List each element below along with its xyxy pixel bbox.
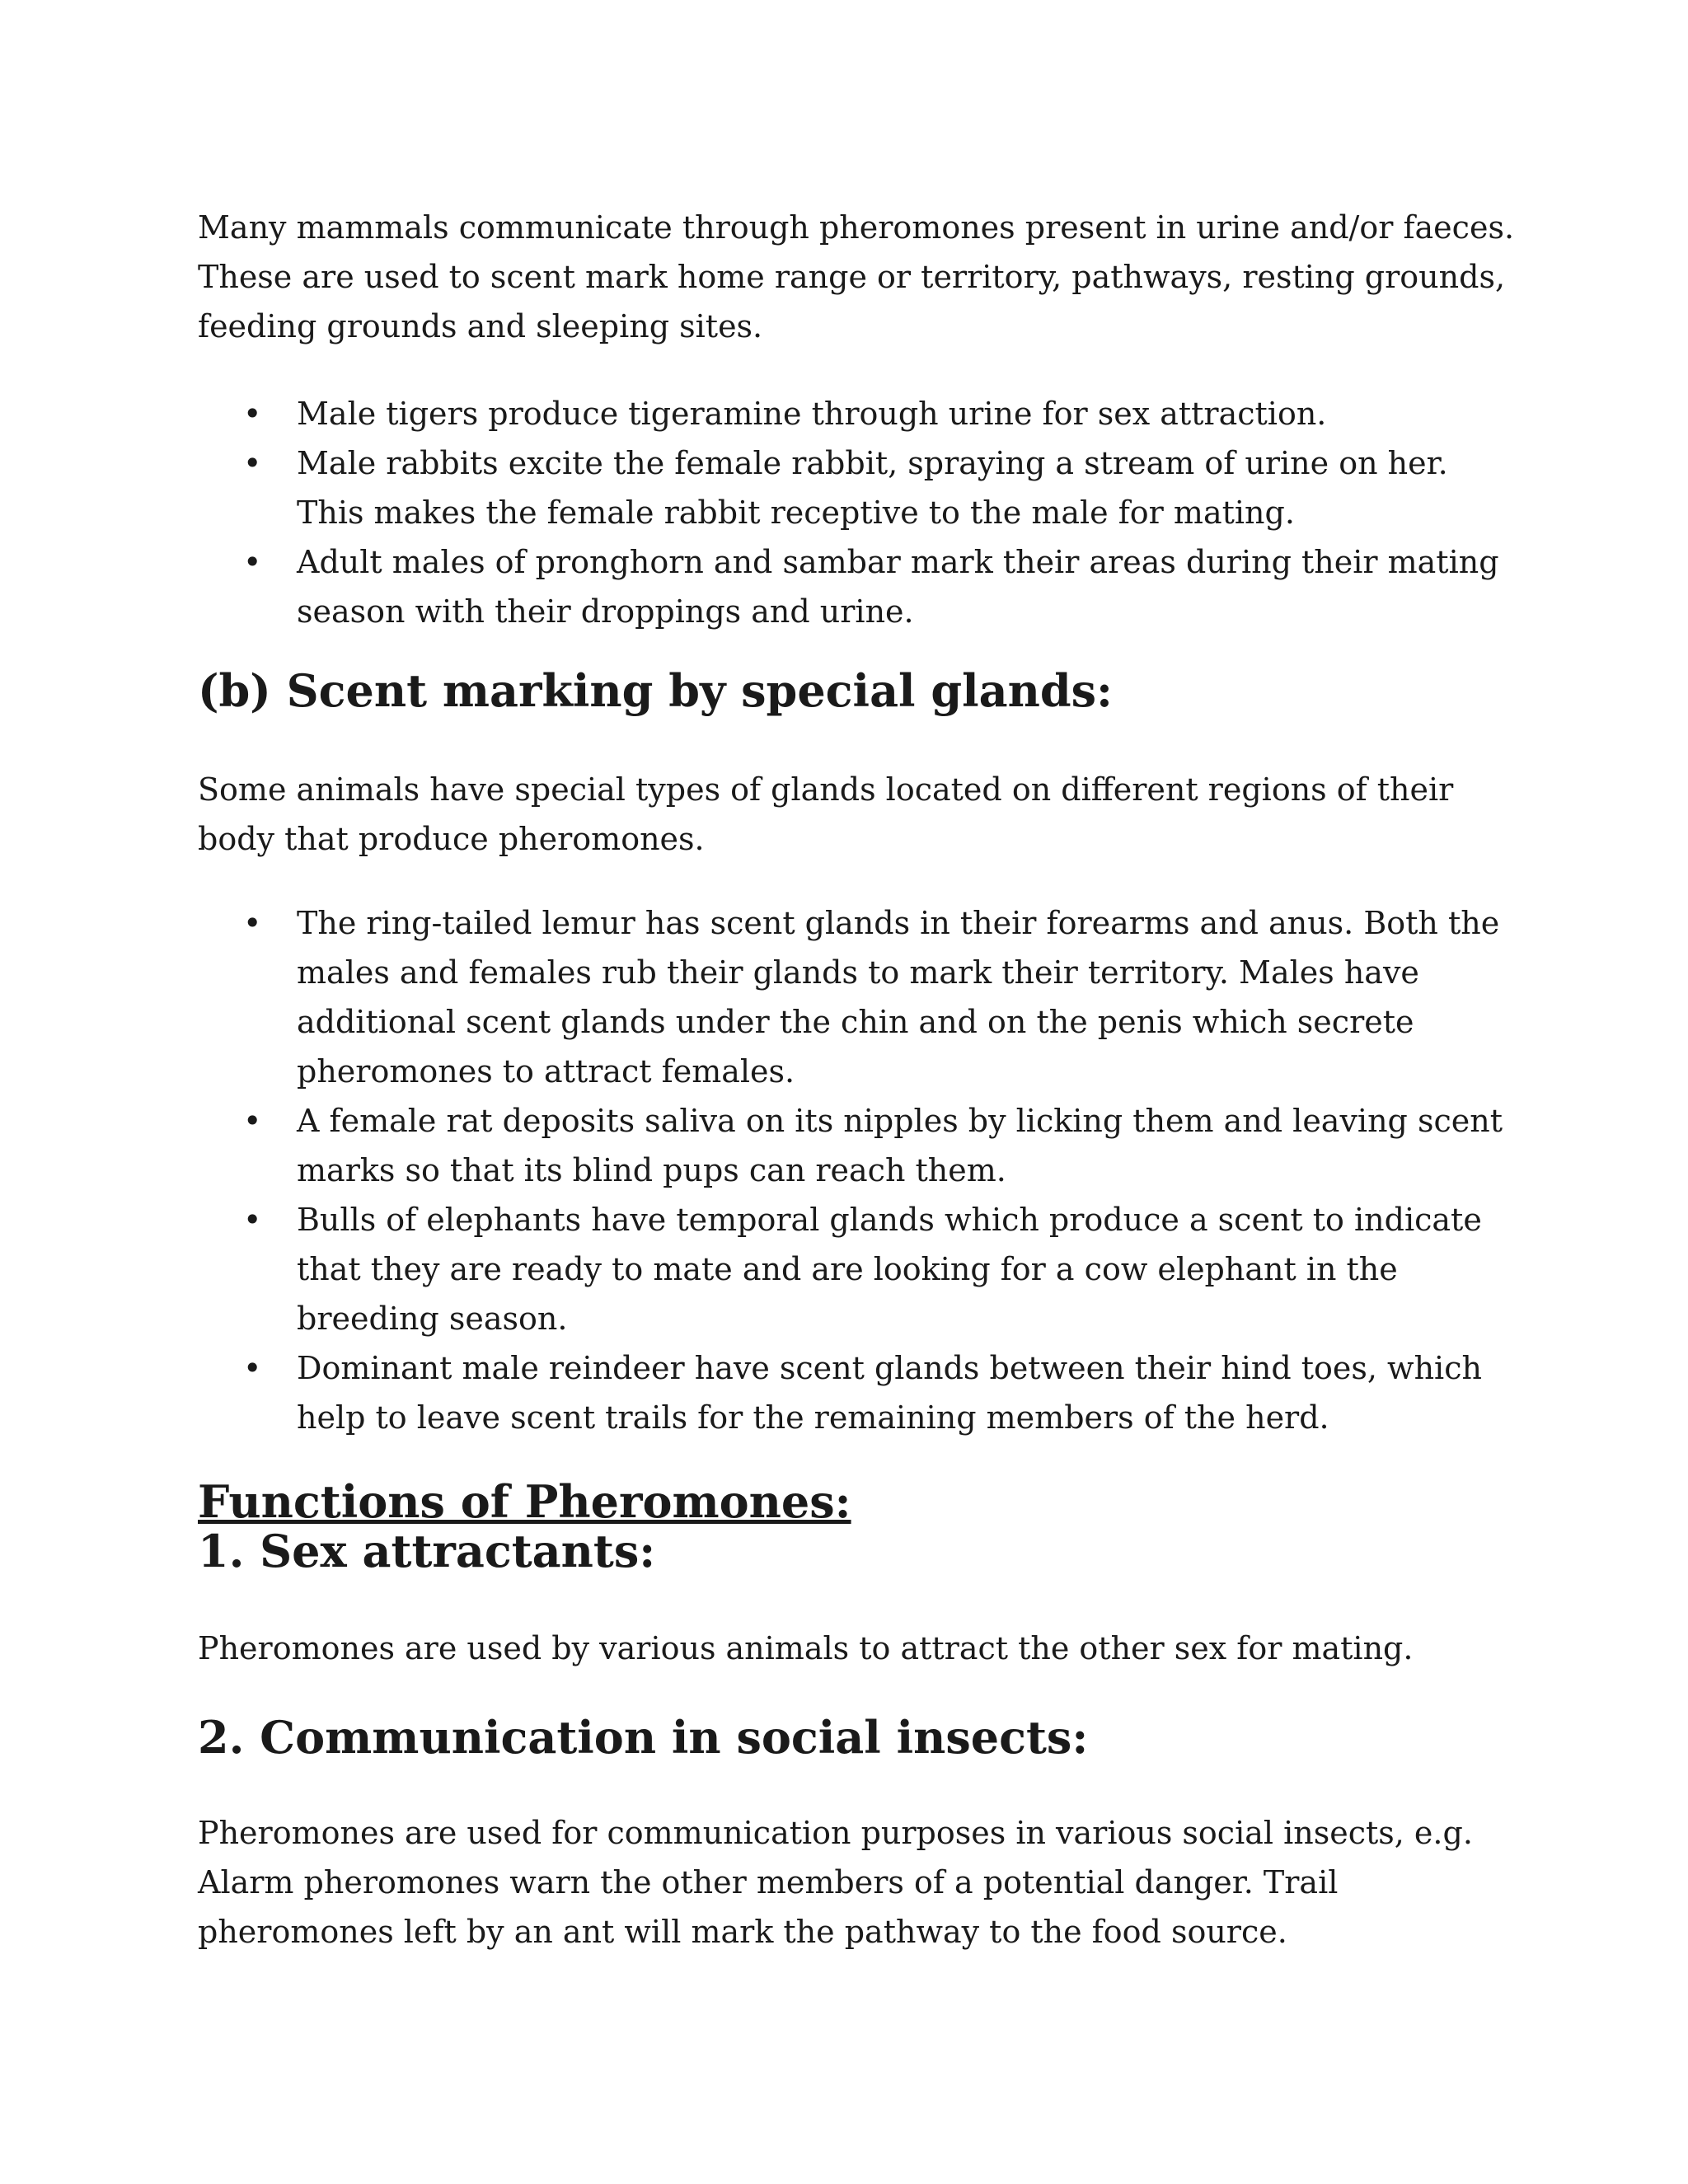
intro-paragraph: Many mammals communicate through pheromones present in urine and/or faeces. These are used to scent mark home range or territory, pathways, resting grounds, feeding grounds and sleeping sites. bbox=[198, 209, 1515, 344]
list-item: • Dominant male reindeer have scent glands between their hind toes, which help to leave scent trails for the remaining members of the herd. bbox=[198, 1343, 1517, 1442]
list-item: • A female rat deposits saliva on its nipples by licking them and leaving scent marks so that its blind pups can reach them. bbox=[198, 1096, 1517, 1195]
list-item: • Adult males of pronghorn and sambar mark their areas during their mating season with their droppings and urine. bbox=[198, 537, 1517, 636]
list-item: • Bulls of elephants have temporal glands which produce a scent to indicate that they are ready to mate and are looking for a cow elephant in the breeding season. bbox=[198, 1195, 1517, 1343]
section-heading-special-glands: (b) Scent marking by special glands: bbox=[198, 664, 1113, 717]
subheading-sex-attractants: 1. Sex attractants: bbox=[198, 1525, 656, 1577]
section-heading-functions bbox=[198, 1477, 1517, 1526]
special-glands-paragraph: Some animals have special types of glands located on different regions of their body that produce pheromones. bbox=[198, 771, 1454, 857]
document-page bbox=[198, 203, 1517, 1957]
sex-attractants-paragraph: Pheromones are used by various animals to attract the other sex for mating. bbox=[198, 1630, 1414, 1666]
list-item: • Male rabbits excite the female rabbit, spraying a stream of urine on her. This makes the female rabbit receptive to the male for mating. bbox=[198, 438, 1517, 537]
urine-scent-list bbox=[198, 389, 1517, 636]
social-insects-paragraph: Pheromones are used for communication purposes in various social insects, e.g. Alarm pheromones warn the other members of a potential danger. Trail pheromones left by an ant will mark the pathway to the food source. bbox=[198, 1815, 1473, 1950]
list-item: • Male tigers produce tigeramine through urine for sex attraction. bbox=[198, 389, 1517, 438]
list-item: • The ring-tailed lemur has scent glands in their forearms and anus. Both the males and females rub their glands to mark their territory. Males have additional scent glands under the chin and on the penis which secrete pheromones to attract females. bbox=[198, 898, 1517, 1096]
functions-heading-text: Functions of Pheromones: bbox=[198, 1475, 851, 1528]
special-glands-list bbox=[198, 898, 1517, 1442]
subheading-social-insects: 2. Communication in social insects: bbox=[198, 1711, 1089, 1764]
